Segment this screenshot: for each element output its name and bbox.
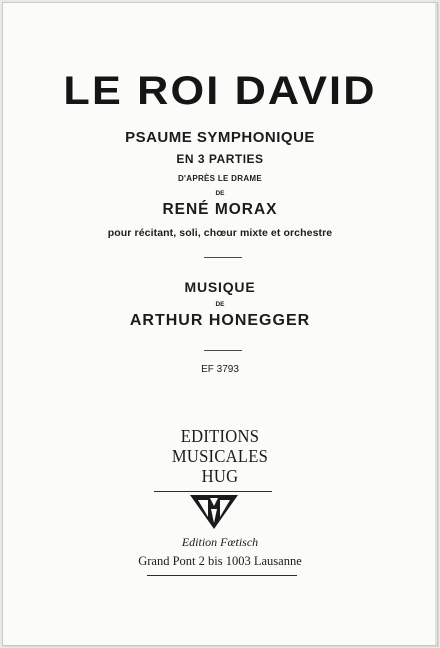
after-drama-label: D'APRÈS LE DRAME bbox=[177, 174, 263, 183]
by-label-2: DE bbox=[215, 301, 225, 308]
work-subtitle: PSAUME SYMPHONIQUE bbox=[125, 129, 315, 146]
composer-name: ARTHUR HONEGGER bbox=[129, 312, 311, 329]
triangle-logo-icon bbox=[188, 493, 240, 531]
catalog-number: EF 3793 bbox=[201, 364, 239, 375]
librettist-name: RENÉ MORAX bbox=[162, 201, 278, 218]
publisher-line-2: MUSICALES bbox=[171, 446, 269, 466]
by-label: DE bbox=[215, 190, 225, 197]
scoring-description: pour récitant, soli, chœur mixte et orchestre bbox=[107, 227, 333, 239]
edition-name: Edition Fœtisch bbox=[181, 535, 259, 549]
work-title: LE ROI DAVID bbox=[63, 69, 377, 113]
publisher-line-1: EDITIONS bbox=[180, 426, 260, 446]
address-underline bbox=[147, 575, 297, 576]
publisher-line-3: HUG bbox=[201, 466, 239, 486]
parts-count: EN 3 PARTIES bbox=[176, 152, 264, 166]
music-label: MUSIQUE bbox=[184, 279, 256, 295]
divider bbox=[204, 257, 242, 258]
publisher-divider bbox=[154, 491, 272, 492]
title-page bbox=[2, 2, 438, 646]
publisher-address: Grand Pont 2 bis 1003 Lausanne bbox=[138, 554, 302, 568]
divider-2 bbox=[204, 350, 242, 351]
